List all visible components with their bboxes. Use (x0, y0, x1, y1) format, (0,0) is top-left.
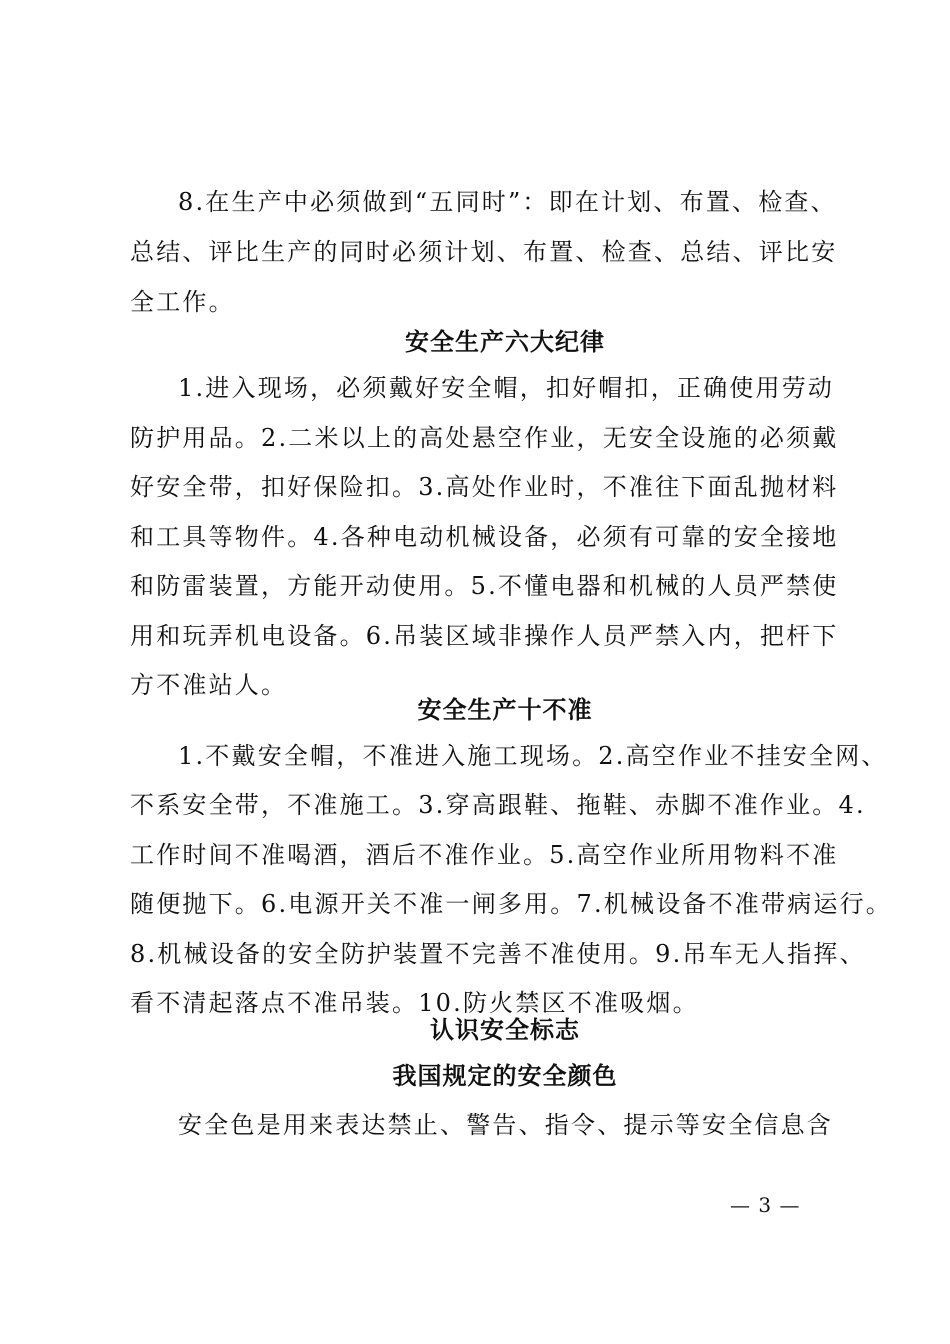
ten-prohibitions-line-2: 不系安全带，不准施工。3.穿高跟鞋、拖鞋、赤脚不准作业。4. (130, 791, 866, 819)
six-disciplines-line-2: 防护用品。2.二米以上的高处悬空作业，无安全设施的必须戴 (130, 424, 839, 452)
ten-prohibitions-line-6: 看不清起落点不准吊装。10.防火禁区不准吸烟。 (130, 989, 699, 1017)
six-disciplines-line-4: 和工具等物件。4.各种电动机械设备，必须有可靠的安全接地 (130, 523, 839, 551)
section-8-line-3: 全工作。 (130, 288, 235, 316)
ten-prohibitions-heading: 安全生产十不准 (417, 695, 593, 724)
six-disciplines-line-1: 1.进入现场，必须戴好安全帽，扣好帽扣，正确使用劳动 (178, 374, 835, 402)
ten-prohibitions-line-5: 8.机械设备的安全防护装置不完善不准使用。9.吊车无人指挥、 (130, 940, 866, 968)
page-number: — 3 — (730, 1193, 801, 1217)
safety-colors-subheading: 我国规定的安全颜色 (392, 1061, 618, 1090)
six-disciplines-line-5: 和防雷装置，方能开动使用。5.不懂电器和机械的人员严禁使 (130, 572, 839, 600)
six-disciplines-line-3: 好安全带，扣好保险扣。3.高处作业时，不准往下面乱抛材料 (130, 473, 839, 501)
safety-signs-heading: 认识安全标志 (430, 1015, 580, 1044)
section-8-line-1: 8.在生产中必须做到“五同时”：即在计划、布置、检查、 (178, 188, 837, 216)
six-disciplines-line-7: 方不准站人。 (130, 671, 288, 699)
six-disciplines-heading: 安全生产六大纪律 (405, 327, 605, 356)
six-disciplines-line-6: 用和玩弄机电设备。6.吊装区域非操作人员严禁入内，把杆下 (130, 622, 839, 650)
section-8-line-2: 总结、评比生产的同时必须计划、布置、检查、总结、评比安 (130, 238, 838, 266)
ten-prohibitions-line-1: 1.不戴安全帽，不准进入施工现场。2.高空作业不挂安全网、 (178, 742, 888, 770)
ten-prohibitions-line-3: 工作时间不准喝酒，酒后不准作业。5.高空作业所用物料不准 (130, 841, 839, 869)
safety-colors-line-1: 安全色是用来表达禁止、警告、指令、提示等安全信息含 (178, 1111, 833, 1139)
ten-prohibitions-line-4: 随便抛下。6.电源开关不准一闸多用。7.机械设备不准带病运行。 (130, 890, 892, 918)
